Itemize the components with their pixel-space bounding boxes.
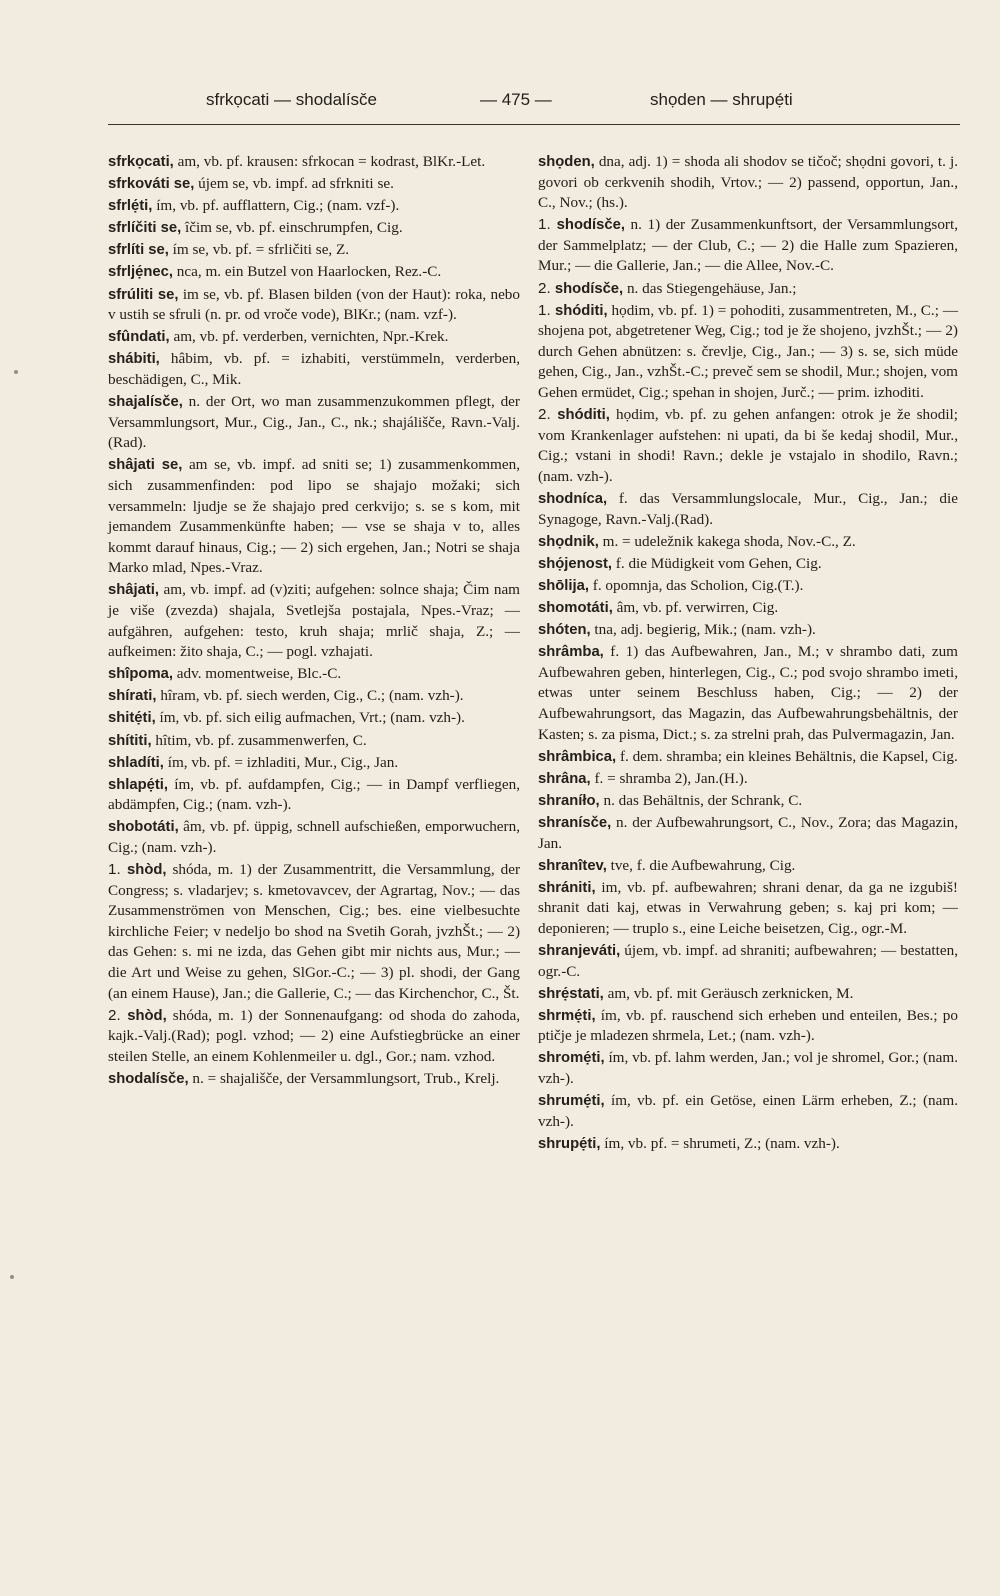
headword: shrâmbica,	[538, 748, 617, 765]
dictionary-entry	[538, 1134, 958, 1155]
dictionary-entry	[538, 152, 958, 214]
entry-definition: am, vb. pf. krausen: sfrkocan = kodrast, BlKr.-Let.	[173, 153, 486, 170]
dictionary-entry	[538, 791, 958, 812]
dictionary-entry	[108, 262, 520, 283]
headword: sfrkọcati,	[108, 154, 174, 170]
dictionary-entry	[538, 984, 958, 1005]
running-head	[110, 90, 940, 120]
headword: shodníca,	[538, 491, 608, 507]
entry-definition: ím, vb. pf. = shrumeti, Z.; (nam. vzh-).	[600, 1134, 840, 1152]
left-column	[108, 152, 520, 1090]
entry-definition: n. = shajališče, der Versammlungsort, Trub., Krelj.	[188, 1070, 500, 1088]
headword: shóten,	[538, 622, 591, 639]
dictionary-entry	[538, 941, 958, 982]
entry-definition: hâbim, vb. pf. = izhabiti, verstümmeln, verderben, beschädigen, C., Mik.	[108, 350, 520, 388]
entry-definition: am, vb. pf. mit Geräusch zerknicken, M.	[603, 984, 854, 1002]
headword: shâjati se,	[108, 457, 183, 474]
entry-definition: âm, vb. pf. üppig, schnell aufschießen, emporwuchern, Cig.; (nam. vzh-).	[108, 818, 520, 856]
entry-definition: hîtim, vb. pf. zusammenwerfen, C.	[151, 731, 367, 749]
headword: sfûndati,	[108, 329, 170, 346]
headword: sfrlíti se,	[108, 242, 169, 259]
dictionary-entry	[538, 813, 958, 854]
dictionary-entry	[538, 489, 958, 530]
headword: shítiti,	[108, 732, 152, 749]
entry-definition: ím, vb. pf. sich eilig aufmachen, Vrt.; (nam. vzh-).	[155, 709, 465, 727]
dictionary-entry	[108, 327, 520, 348]
entry-definition: újem, vb. impf. ad shraniti; aufbewahren; — bestatten, ogr.-C.	[538, 941, 958, 980]
headword: shrâmba,	[538, 644, 604, 661]
dictionary-entry	[538, 554, 958, 575]
entry-definition: dna, adj. 1) = shoda ali shodov se tičoč; shọdni govori, t. j. govori ob cerkvenih shodih, Vrtov.; — 2) passend, opportun, Jan., C., Nov.; (hs.).	[538, 153, 958, 212]
dictionary-entry	[538, 215, 958, 277]
dictionary-entry	[108, 392, 520, 454]
headword: shraníło,	[538, 792, 600, 809]
dictionary-entry	[538, 532, 958, 553]
entry-definition: im se, vb. pf. Blasen bilden (von der Haut): roka, nebo v ustih se sfruli (n. pr. od vroče vode), BlKr.; (nam. vzf-).	[108, 285, 520, 324]
headword: shrupẹ́ti,	[538, 1135, 601, 1152]
headword: shábiti,	[108, 351, 160, 368]
headword: shrániti,	[538, 879, 596, 896]
dictionary-entry	[108, 731, 520, 752]
paper-speck	[10, 1275, 14, 1279]
dictionary-entry	[538, 576, 958, 597]
headword: shodalísče,	[108, 1071, 189, 1088]
entry-definition: họdim, vb. pf. 1) = pohoditi, zusammentreten, M., C.; — shojena pot, abgetretener Weg, Cig.; tod je že shojeno, jvzhŠt.; — 2) durch Gehen abnützen: s. črevlje, Cig., Jan.; — 3) s. se, sich müde gehen, Cig., Jan., vzhŠt.-C.; preveč sem se shodil, Mur.; shojen, vom Gehen ermüdet, Cig.; spehan in shojen, Jurč.; — prim. izhoditi.	[538, 301, 959, 402]
headword: shrẹ́stati,	[538, 985, 604, 1002]
entry-definition: họdim, vb. pf. zu gehen anfangen: otrok je že shodil; vom Krankenlager aufstehen: ni upati, da bi še kedaj shodil, Mur., Cig.; vstani in shodi! Ravn.; dekle je vstajalo in shodilo, Ravn.; (nam. vzh-).	[538, 406, 958, 485]
running-head-right: shọden — shrupẹ́ti	[650, 90, 793, 109]
dictionary-entry	[108, 240, 520, 261]
headword: shlapẹ́ti,	[108, 776, 169, 793]
entry-definition: ím, vb. pf. = izhladiti, Mur., Cig., Jan.	[163, 753, 399, 771]
entry-definition: m. = udeležnik kakega shoda, Nov.-C., Z.	[598, 532, 856, 550]
entry-definition: nca, m. ein Butzel von Haarlocken, Rez.-C.	[172, 263, 442, 281]
entry-definition: f. dem. shramba; ein kleines Behältnis, die Kapsel, Cig.	[616, 747, 958, 765]
running-head-left: sfrkọcati — shodalísče	[206, 90, 378, 109]
dictionary-entry	[108, 860, 520, 1004]
entry-definition: f. die Müdigkeit vom Gehen, Cig.	[612, 554, 822, 572]
headword: sfrkováti se,	[108, 176, 195, 193]
dictionary-entry	[538, 878, 958, 940]
dictionary-entry	[108, 580, 520, 662]
dictionary-entry	[538, 1091, 958, 1132]
entry-definition: ím, vb. pf. ein Getöse, einen Lärm erheben, Z.; (nam. vzh-).	[538, 1092, 958, 1130]
entry-number: 2.	[538, 279, 555, 297]
entry-definition: âm, vb. pf. verwirren, Cig.	[612, 598, 779, 616]
headword: shranîtev,	[538, 857, 607, 874]
dictionary-entry	[108, 349, 520, 390]
headword: shomotáti,	[538, 599, 613, 616]
dictionary-entry	[538, 301, 958, 404]
headword: shóditi,	[557, 407, 610, 424]
dictionary-entry	[108, 686, 520, 707]
headword: shladíti,	[108, 754, 164, 771]
headword: shọ́jenost,	[538, 555, 612, 572]
entry-definition: ím, vb. pf. lahm werden, Jan.; vol je shromel, Gor.; (nam. vzh-).	[538, 1049, 958, 1088]
entry-definition: îčim se, vb. pf. einschrumpfen, Cig.	[181, 219, 403, 237]
entry-number: 2.	[108, 1006, 128, 1024]
entry-definition: adv. momentweise, Blc.-C.	[172, 665, 342, 683]
dictionary-entry	[108, 817, 520, 858]
entry-definition: f. opomnja, das Scholion, Cig.(T.).	[588, 576, 804, 594]
page-number: — 475 —	[480, 90, 552, 109]
headword: shòd,	[127, 862, 167, 879]
headword: shranjeváti,	[538, 942, 621, 959]
entry-definition: shóda, m. 1) der Zusammentritt, die Versammlung, der Congress; s. vladarjev; s. kmetovavcev, der Agrartag, Nov.; — das Zusammenströmen von Menschen, Cig.; bes. eine vielbesuchte kirchliche Feier; v nedeljo bo shod na Svetih Gorah, jvzhŠt.; — 2) das Gehen: s. mi ne izda, das Gehen gibt mir nichts aus, Mur.; — die Art und Weise zu gehen, SlGor.-C.; — 3) pl. shodi, der Gang (an einem Hause), Jan.; die Gallerie, C.; — das Kirchenchor, C., Št.	[108, 861, 520, 1002]
entry-definition: f. = shramba 2), Jan.(H.).	[590, 769, 748, 787]
dictionary-entry	[108, 1006, 520, 1068]
entry-definition: ím, vb. pf. aufdampfen, Cig.; — in Dampf verfliegen, abdämpfen, Cig.; (nam. vzh-).	[108, 775, 520, 814]
entry-definition: am, vb. pf. verderben, vernichten, Npr.-Krek.	[169, 328, 449, 346]
entry-number: 2.	[538, 406, 558, 424]
entry-definition: ím, vb. pf. rauschend sich erheben und enteilen, Bes.; po ptičje je mladezen shrmela, Let.; (nam. vzh-).	[538, 1006, 958, 1045]
entry-definition: am se, vb. impf. ad sniti se; 1) zusammenkommen, sich zusammenfinden: pod lipo se shajajo možaki; sich versammeln: ljudje se že shajajo pred cerkvijo; s. se s kom, mit jemandem Zusammenkünfte haben; — vse se shaja v to, alles kommt darauf hinaus, Cig.; — 2) sich ergehen, Jan.; Notri se shaja Marko mlad, Npes.-Vraz.	[108, 456, 520, 577]
entry-definition: f. 1) das Aufbewahren, Jan., M.; v shrambo dati, zum Aufbewahren geben, hinterlegen, Cig., C.; pod svojo shrambo imeti, etwas unter seinem Beschluss haben, Cig.; — 2) der Aufbewahrungsort, das Magazin, das Aufbewahrungsbehältnis, der Kasten; s. za pisma, Dict.; s. za strelni prah, das Pulvermagazin, Jan.	[538, 643, 958, 743]
headword: shóditi,	[555, 302, 608, 319]
entry-definition: shóda, m. 1) der Sonnenaufgang: od shoda do zahoda, kajk.-Valj.(Rad); pogl. vzhod; — 2) eine Aufstiegbrücke an einer steilen Stelle, an einem Kohlenmeiler u. dgl., Gor.; nam. vzhod.	[108, 1006, 520, 1065]
dictionary-entry	[538, 1006, 958, 1047]
entry-definition: am, vb. impf. ad (v)ziti; aufgehen: solnce shaja; Čim nam je više (zvezda) shajala, Svetlejša postajala, Npes.-Vraz; — aufgähren, aufgehen: testo, kruh shaja; mrlič shaja, Z.; — aufkeimen: žito shaja, C.; — pogl. vzhajati.	[108, 581, 520, 661]
headword: sfrlíčiti se,	[108, 220, 182, 237]
entry-definition: f. das Versammlungslocale, Mur., Cig., Jan.; die Synagoge, Ravn.-Valj.(Rad).	[538, 490, 958, 528]
headword: shōlija,	[538, 577, 589, 594]
dictionary-entry	[108, 152, 520, 173]
dictionary-entry	[108, 285, 520, 326]
entry-definition: tve, f. die Aufbewahrung, Cig.	[606, 856, 796, 874]
dictionary-entry	[538, 405, 958, 487]
entry-number: 1.	[538, 216, 557, 234]
dictionary-entry	[108, 753, 520, 774]
entry-definition: ím, vb. pf. aufflattern, Cig.; (nam. vzf-).	[152, 197, 400, 215]
right-column	[538, 152, 958, 1154]
dictionary-entry	[538, 1048, 958, 1089]
headword: shajalísče,	[108, 394, 183, 411]
entry-number: 1.	[108, 861, 128, 879]
dictionary-entry	[538, 279, 958, 300]
dictionary-entry	[538, 747, 958, 768]
entry-number: 1.	[538, 301, 555, 319]
dictionary-entry	[538, 769, 958, 790]
entry-definition: n. das Behältnis, der Schrank, C.	[599, 791, 803, 809]
dictionary-entry	[108, 196, 520, 217]
dictionary-entry	[108, 708, 520, 729]
dictionary-entry	[108, 455, 520, 579]
entry-definition: n. das Stiegengehäuse, Jan.;	[623, 279, 797, 297]
dictionary-entry	[108, 664, 520, 685]
entry-definition: tna, adj. begierig, Mik.; (nam. vzh-).	[590, 621, 816, 639]
headword: shodísče,	[554, 280, 624, 297]
headword: shodísče,	[556, 217, 625, 234]
headword: shọden,	[538, 154, 595, 170]
dictionary-entry	[538, 856, 958, 877]
headword: shâjati,	[108, 582, 159, 599]
entry-definition: n. der Ort, wo man zusammenzukommen pflegt, der Versammlungsort, Mur., Cig., Jan., C., nk.; shajálišče, Ravn.-Valj. (Rad).	[108, 393, 520, 452]
dictionary-entry	[108, 174, 520, 195]
dictionary-entry	[108, 1069, 520, 1090]
entry-definition: hîram, vb. pf. siech werden, Cig., C.; (nam. vzh-).	[156, 687, 464, 705]
header-rule	[108, 124, 960, 125]
entry-definition: ím se, vb. pf. = sfrličiti se, Z.	[168, 241, 350, 259]
entry-definition: n. der Aufbewahrungsort, C., Nov., Zora; das Magazin, Jan.	[538, 813, 958, 852]
dictionary-entry	[538, 620, 958, 641]
headword: shobotáti,	[108, 819, 179, 836]
entry-definition: újem se, vb. impf. ad sfrkniti se.	[194, 175, 394, 193]
headword: sfrlẹ́ti,	[108, 198, 153, 215]
headword: shranísče,	[538, 814, 612, 831]
dictionary-entry	[108, 775, 520, 816]
headword: sfrúliti se,	[108, 286, 179, 303]
headword: shòd,	[127, 1007, 167, 1024]
headword: shîpoma,	[108, 666, 173, 683]
dictionary-entry	[108, 218, 520, 239]
headword: shọdnik,	[538, 533, 599, 550]
paper-speck	[14, 370, 18, 374]
dictionary-entry	[538, 642, 958, 745]
headword: shrmẹ́ti,	[538, 1007, 596, 1024]
headword: shitẹ́ti,	[108, 710, 156, 727]
entry-definition: n. 1) der Zusammenkunftsort, der Versammlungsort, der Sammelplatz; — der Club, C.; — 2) die Halle zum Spazieren, Mur.; — die Gallerie, Jan.; — die Allee, Nov.-C.	[538, 216, 958, 275]
headword: sfrljẹ́nec,	[108, 264, 173, 281]
dictionary-entry	[538, 598, 958, 619]
headword: shírati,	[108, 688, 157, 705]
entry-definition: im, vb. pf. aufbewahren; shrani denar, da ga ne izgubiš! shranit dati kaj, etwas in Verwahrung geben; s. kaj pri kom; — deponieren; — truplo s., eine Leiche beisetzen, Cig., ogr.-M.	[538, 878, 958, 937]
headword: shrumẹ́ti,	[538, 1093, 605, 1110]
headword: shromẹ́ti,	[538, 1050, 605, 1067]
headword: shrâna,	[538, 770, 591, 787]
